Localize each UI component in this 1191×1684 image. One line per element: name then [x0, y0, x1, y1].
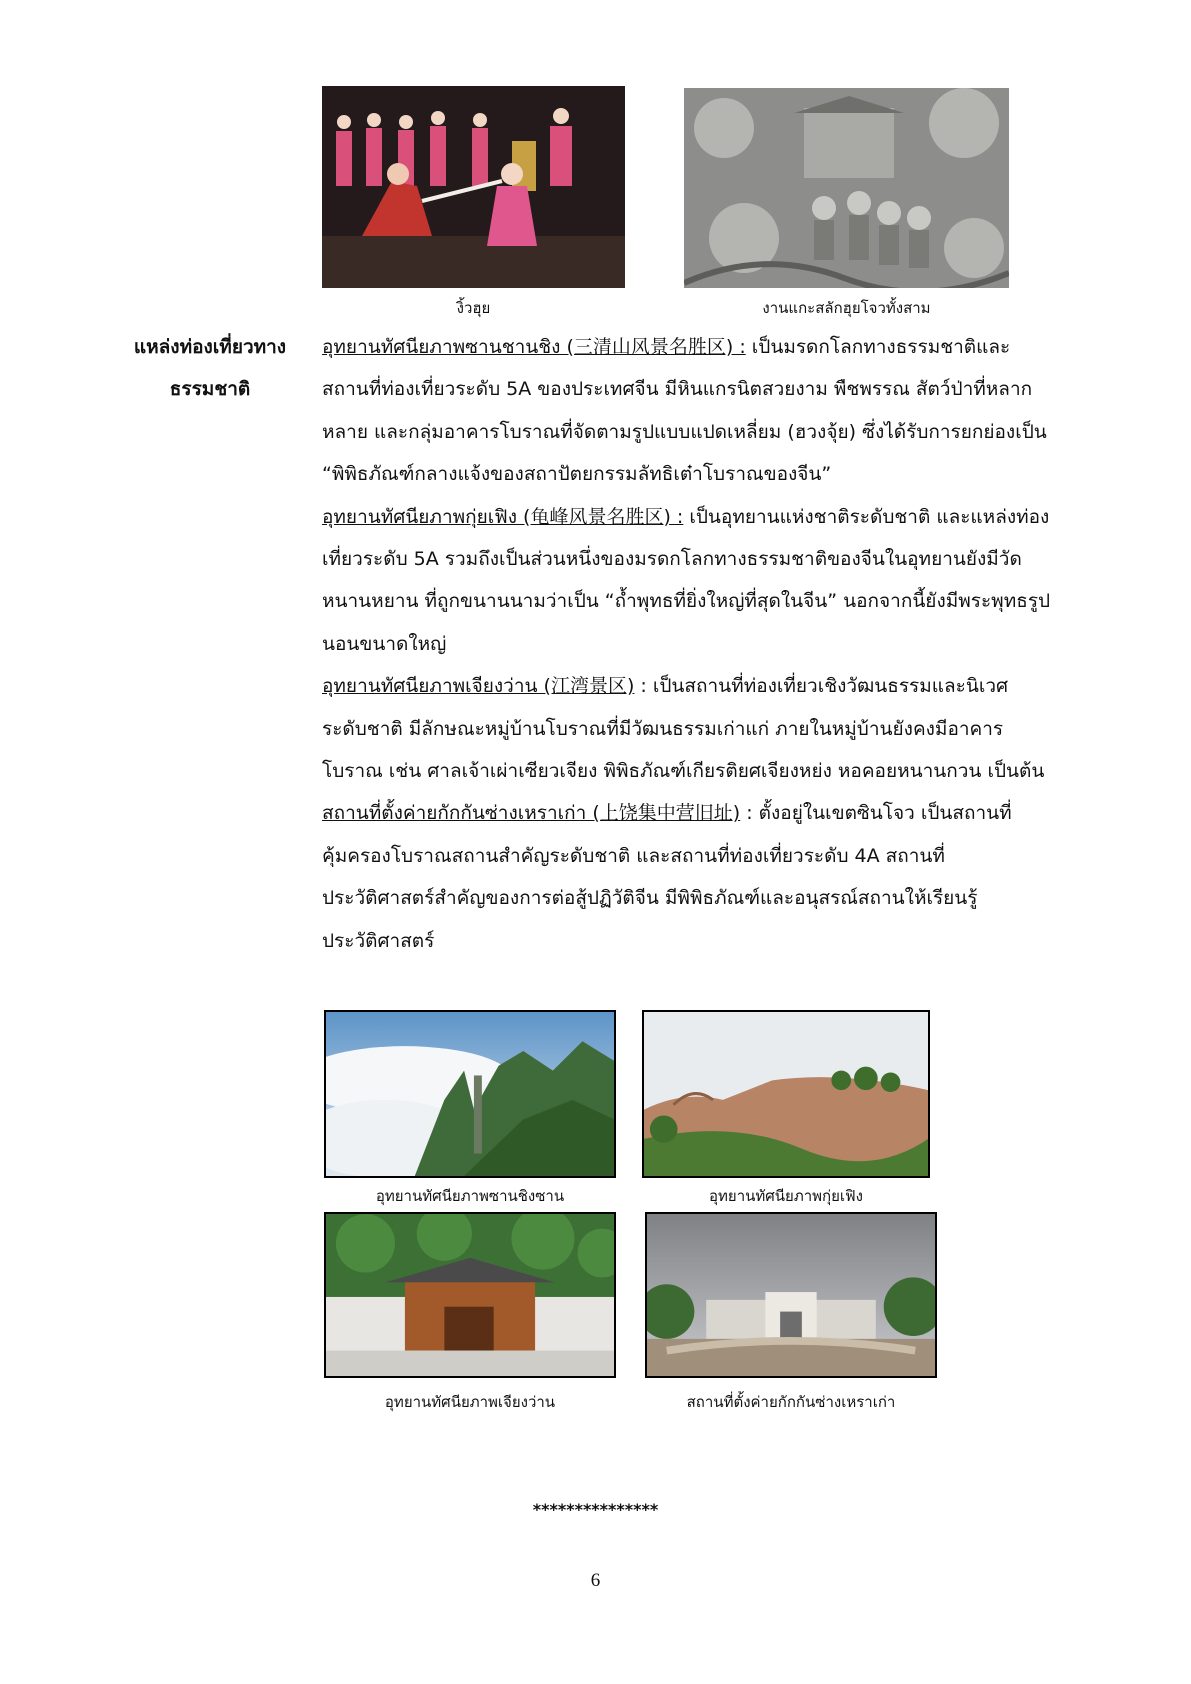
place-name-sanqingshan: อุทยานทัศนียภาพซานชานชิง (三清山风景名胜区) :	[322, 336, 746, 358]
jiangwan-photo	[324, 1212, 616, 1378]
paragraph-guifeng	[322, 496, 1052, 666]
section-body	[322, 326, 1052, 962]
section-separator: ***************	[532, 1500, 659, 1519]
paragraph-sanqingshan	[322, 326, 1052, 496]
sanqingshan-photo-caption: อุทยานทัศนียภาพซานชิงซาน	[375, 1187, 565, 1205]
page-number: 6	[590, 1570, 601, 1591]
paragraph-text: เป็นมรดกโลกทางธรรมชาติและสถานที่ท่องเที่ยวระดับ 5A ของประเทศจีน มีหินแกรนิตสวยงาม พืชพรรณ สัตว์ป่าที่หลากหลาย และกลุ่มอาคารโบราณที่จัดตามรูปแบบแปดเหลี่ยม (ฮวงจุ้ย) ซึ่งได้รับการยกย่องเป็น “พิพิธภัณฑ์กลางแจ้งของสถาปัตยกรรมลัทธิเต๋าโบราณของจีน”	[322, 336, 1047, 486]
guifeng-photo	[642, 1010, 930, 1178]
paragraph-text: เป็นอุทยานแห่งชาติระดับชาติ และแหล่งท่องเที่ยวระดับ 5A รวมถึงเป็นส่วนหนึ่งของมรดกโลกทางธรรมชาติของจีนในอุทยานยังมีวัดหนานหยาน ที่ถูกขนานนามว่าเป็น “ถ้ำพุทธที่ยิ่งใหญ่ที่สุดในจีน” นอกจากนี้ยังมีพระพุทธรูปนอนขนาดใหญ่	[322, 505, 1051, 655]
jiangwan-photo-caption: อุทยานทัศนียภาพเจียงว่าน	[384, 1393, 556, 1411]
carving-photo	[684, 88, 1009, 288]
opera-photo-caption: งิ้วฮุย	[456, 299, 491, 317]
opera-photo	[322, 86, 625, 288]
carving-photo-caption: งานแกะสลักฮุยโจวทั้งสาม	[762, 299, 931, 317]
place-name-shangrao-camp: สถานที่ตั้งค่ายกักกันซ่างเหราเก่า (上饶集中营旧址)	[322, 802, 741, 825]
paragraph-text: : ตั้งอยู่ในเขตซินโจว เป็นสถานที่คุ้มครองโบราณสถานสำคัญระดับชาติ และสถานที่ท่องเที่ยวระดับ 4A สถานที่ประวัติศาสตร์สำคัญของการต่อสู้ปฏิวัติจีน มีพิพิธภัณฑ์และอนุสรณ์สถานให้เรียนรู้ประวัติศาสตร์	[322, 802, 1012, 952]
sanqingshan-photo	[324, 1010, 616, 1178]
section-heading-line1: แหล่งท่องเที่ยวทาง	[133, 336, 287, 358]
guifeng-photo-caption: อุทยานทัศนียภาพกุ่ยเฟิง	[709, 1187, 863, 1205]
paragraph-text: : เป็นสถานที่ท่องเที่ยวเชิงวัฒนธรรมและนิเวศระดับชาติ มีลักษณะหมู่บ้านโบราณที่มีวัฒนธรรมเก่าแก่ ภายในหมู่บ้านยังคงมีอาคารโบราณ เช่น ศาลเจ้าเผ่าเซียวเจียง พิพิธภัณฑ์เกียรติยศเจียงหย่ง หอคอยหนานกวน เป็นต้น	[322, 675, 1045, 783]
place-name-jiangwan: อุทยานทัศนียภาพเจียงว่าน (江湾景区)	[322, 675, 635, 698]
shangrao-camp-photo	[645, 1212, 937, 1378]
paragraph-shangrao-camp	[322, 792, 1052, 962]
section-heading	[120, 326, 300, 410]
section-heading-line2: ธรรมชาติ	[169, 378, 251, 400]
shangrao-camp-photo-caption: สถานที่ตั้งค่ายกักกันซ่างเหราเก่า	[686, 1393, 896, 1411]
place-name-guifeng: อุทยานทัศนียภาพกุ่ยเฟิง (龟峰风景名胜区) :	[322, 505, 684, 528]
paragraph-jiangwan	[322, 665, 1052, 792]
